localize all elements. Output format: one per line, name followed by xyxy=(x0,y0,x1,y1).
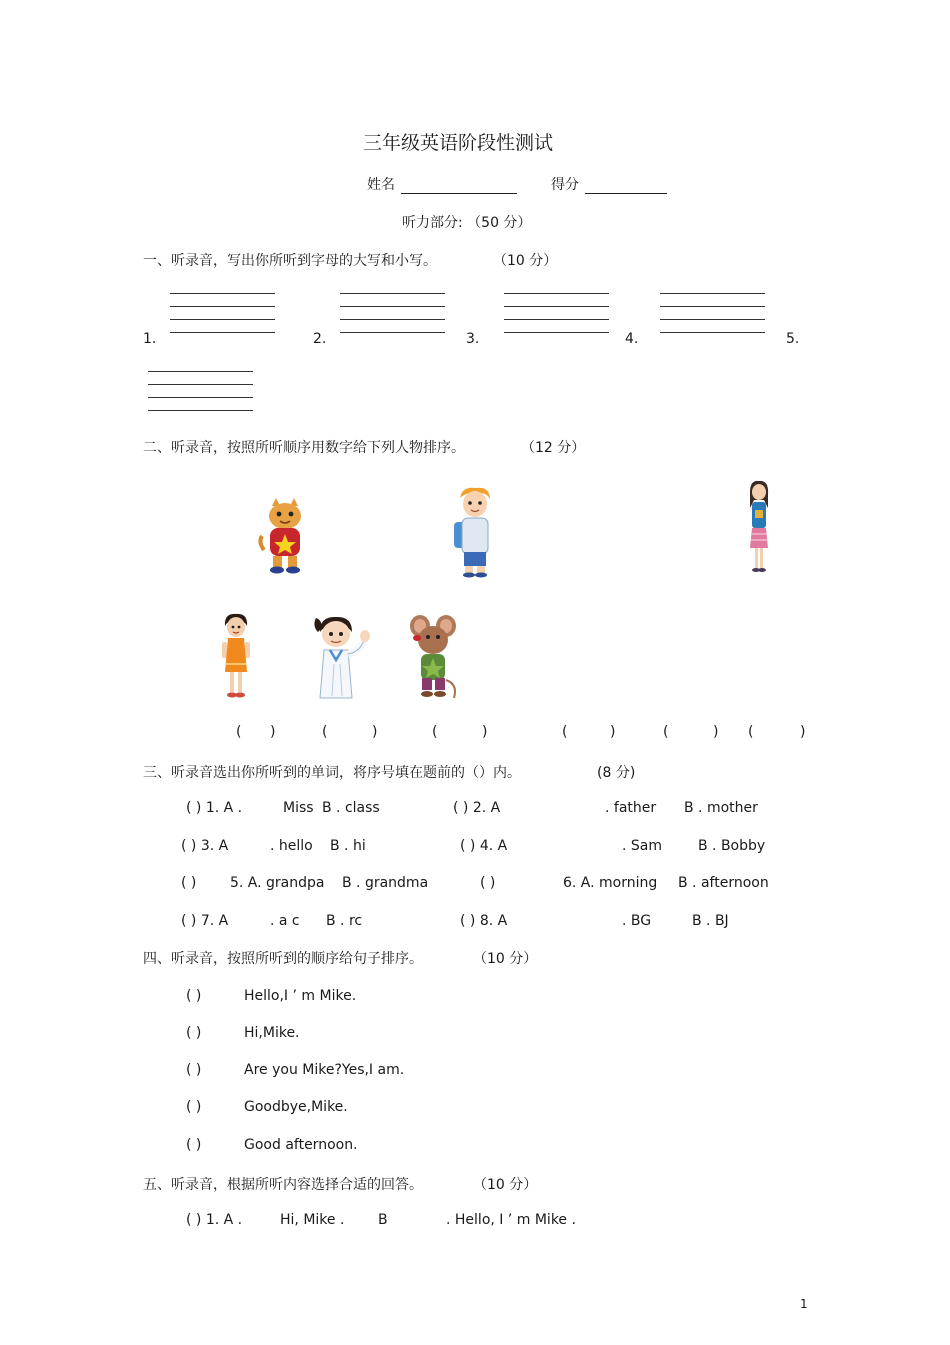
sec4-item-4-paren[interactable]: ( ) xyxy=(186,1099,202,1115)
sec3-item-6-option-a: 6. A. morning xyxy=(563,875,658,891)
answer-bracket-close-4: ) xyxy=(610,724,616,740)
sec3-item-3-paren[interactable]: ( ) 3. A xyxy=(181,838,229,854)
mouse-figure-icon xyxy=(408,614,460,702)
sec3-item-6-option-b: B . afternoon xyxy=(678,875,769,891)
sec4-item-1-paren[interactable]: ( ) xyxy=(186,988,202,1004)
name-blank[interactable] xyxy=(401,193,517,194)
sec4-item-5-paren[interactable]: ( ) xyxy=(186,1137,202,1153)
sec5-item-1-b-label: B xyxy=(378,1212,388,1228)
sec3-item-2-option-a: . father xyxy=(605,800,657,816)
sec3-item-3-option-a: . hello xyxy=(270,838,313,854)
cat-figure-icon xyxy=(258,498,314,574)
sec3-item-8-option-b: B . BJ xyxy=(692,913,729,929)
sec3-item-8-option-a: . BG xyxy=(622,913,652,929)
sec3-item-7-paren[interactable]: ( ) 7. A xyxy=(181,913,229,929)
sec2-points: （12 分） xyxy=(521,440,586,456)
score-blank[interactable] xyxy=(585,193,667,194)
sec4-item-2-paren[interactable]: ( ) xyxy=(186,1025,202,1041)
sec3-item-2-paren[interactable]: ( ) 2. A xyxy=(453,800,501,816)
answer-bracket-close-3: ) xyxy=(482,724,488,740)
answer-bracket-close-5: ) xyxy=(713,724,719,740)
answer-bracket-open-4[interactable]: ( xyxy=(562,724,568,740)
listening-part-label: 听力部分: （50 分） xyxy=(402,215,532,231)
sec3-item-5-paren[interactable]: ( ) xyxy=(181,875,197,891)
girl-standing-icon xyxy=(744,480,774,574)
name-label: 姓名 xyxy=(367,177,395,193)
sec3-item-7-option-b: B . rc xyxy=(326,913,363,929)
sec4-points: （10 分） xyxy=(473,951,538,967)
sec3-item-1-paren[interactable]: ( ) 1. A . xyxy=(186,800,243,816)
sec4-item-4-text: Goodbye,Mike. xyxy=(244,1099,348,1115)
boy-with-backpack-icon xyxy=(452,486,498,578)
answer-bracket-open-1[interactable]: ( xyxy=(236,724,242,740)
sec1-number-3: 3. xyxy=(466,331,480,347)
sec3-item-4-option-b: B . Bobby xyxy=(698,838,766,854)
answer-bracket-close-2: ) xyxy=(372,724,378,740)
sec5-points: （10 分） xyxy=(473,1177,538,1193)
answer-bracket-open-6[interactable]: ( xyxy=(748,724,754,740)
sec3-item-4-option-a: . Sam xyxy=(622,838,663,854)
girl-ponytail-waving-icon xyxy=(312,614,374,700)
sec3-item-1-option-b: B . class xyxy=(322,800,380,816)
sec3-item-3-option-b: B . hi xyxy=(330,838,366,854)
sec5-item-1-option-a: Hi, Mike . xyxy=(280,1212,345,1228)
sec5-item-1-paren[interactable]: ( ) 1. A . xyxy=(186,1212,243,1228)
sec4-heading: 四、听录音，按照所听到的顺序给句子排序。 xyxy=(143,951,423,967)
girl-orange-dress-icon xyxy=(220,612,252,700)
sec3-item-6-paren[interactable]: ( ) xyxy=(480,875,496,891)
answer-bracket-close-1: ) xyxy=(270,724,276,740)
sec4-item-2-text: Hi,Mike. xyxy=(244,1025,300,1041)
sec3-item-8-paren[interactable]: ( ) 8. A xyxy=(460,913,508,929)
sec1-number-4: 4. xyxy=(625,331,639,347)
sec4-item-3-paren[interactable]: ( ) xyxy=(186,1062,202,1078)
page-title: 三年级英语阶段性测试 xyxy=(363,132,554,154)
answer-bracket-close-6: ) xyxy=(800,724,806,740)
sec1-number-1: 1. xyxy=(143,331,157,347)
answer-bracket-open-2[interactable]: ( xyxy=(322,724,328,740)
sec5-item-1-option-b: . Hello, I ’ m Mike . xyxy=(446,1212,576,1228)
sec3-item-1-option-a: Miss xyxy=(283,800,314,816)
score-label: 得分 xyxy=(551,177,579,193)
sec1-number-5: 5. xyxy=(786,331,800,347)
sec4-item-5-text: Good afternoon. xyxy=(244,1137,358,1153)
sec5-heading: 五、听录音，根据所听内容选择合适的回答。 xyxy=(143,1177,423,1193)
sec4-item-1-text: Hello,I ’ m Mike. xyxy=(244,988,357,1004)
sec3-points: (8 分) xyxy=(597,765,636,781)
sec1-heading: 一、听录音，写出你所听到字母的大写和小写。 xyxy=(143,253,437,269)
sec3-item-4-paren[interactable]: ( ) 4. A xyxy=(460,838,508,854)
sec3-heading: 三、听录音选出你所听到的单词，将序号填在题前的（）内。 xyxy=(143,765,521,781)
sec2-heading: 二、听录音，按照所听顺序用数字给下列人物排序。 xyxy=(143,440,465,456)
sec1-number-2: 2. xyxy=(313,331,327,347)
sec1-points: （10 分） xyxy=(493,253,558,269)
sec3-item-7-option-a: . a c xyxy=(270,913,300,929)
sec3-item-2-option-b: B . mother xyxy=(684,800,758,816)
sec3-item-5-option-b: B . grandma xyxy=(342,875,429,891)
answer-bracket-open-3[interactable]: ( xyxy=(432,724,438,740)
answer-bracket-open-5[interactable]: ( xyxy=(663,724,669,740)
sec4-item-3-text: Are you Mike?Yes,I am. xyxy=(244,1062,405,1078)
sec3-item-5-option-a: 5. A. grandpa xyxy=(230,875,325,891)
page-number: 1 xyxy=(800,1297,808,1311)
